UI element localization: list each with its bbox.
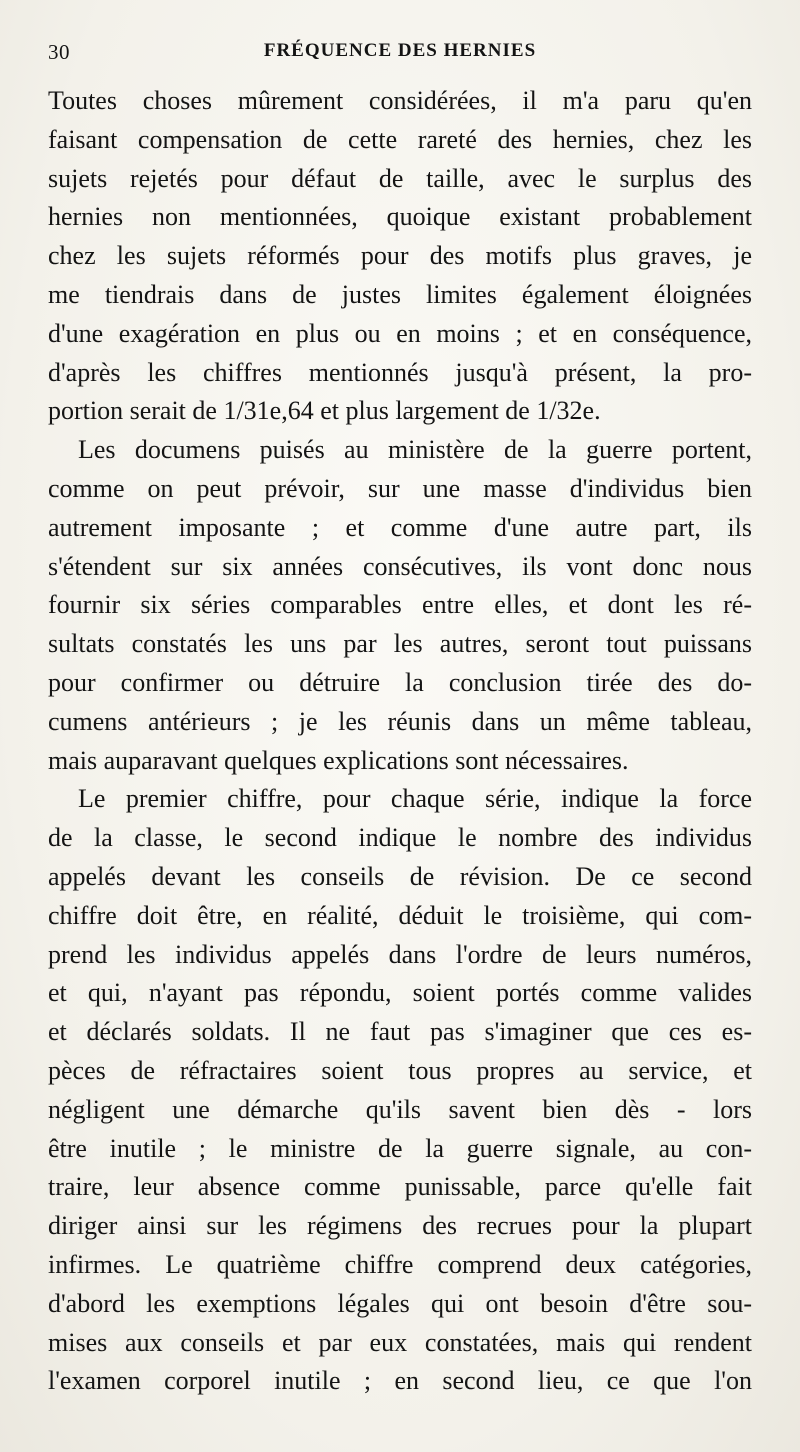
text-line: autrement imposante ; et comme d'une autre part, ils bbox=[48, 512, 752, 542]
text-line: Toutes choses mûrement considérées, il m'a paru qu'en bbox=[48, 86, 752, 115]
text-line: mises aux conseils et par eux constatées, mais qui rendent bbox=[48, 1327, 752, 1357]
text-line: Le premier chiffre, pour chaque série, indique la force bbox=[78, 784, 752, 814]
paragraph bbox=[48, 82, 752, 431]
body-text bbox=[48, 82, 752, 1401]
text-line: faisant compensation de cette rareté des hernies, chez les bbox=[48, 124, 752, 154]
text-line: cumens antérieurs ; je les réunis dans un même tableau, bbox=[48, 706, 752, 736]
text-line: d'après les chiffres mentionnés jusqu'à présent, la pro- bbox=[48, 357, 752, 387]
text-line: négligent une démarche qu'ils savent bien dès - lors bbox=[48, 1094, 752, 1124]
running-head bbox=[48, 40, 752, 70]
text-line: et qui, n'ayant pas répondu, soient portés comme valides bbox=[48, 978, 752, 1008]
paragraph bbox=[48, 431, 752, 780]
text-line: d'abord les exemptions légales qui ont besoin d'être sou- bbox=[48, 1288, 752, 1318]
text-line: comme on peut prévoir, sur une masse d'individus bien bbox=[48, 473, 752, 503]
text-line: chiffre doit être, en réalité, déduit le troisième, qui com- bbox=[48, 900, 752, 930]
running-title: FRÉQUENCE DES HERNIES bbox=[263, 40, 537, 61]
paragraph bbox=[48, 780, 752, 1401]
text-line: prend les individus appelés dans l'ordre de leurs numéros, bbox=[48, 939, 752, 969]
text-line: et déclarés soldats. Il ne faut pas s'imaginer que ces es- bbox=[48, 1017, 752, 1047]
text-line: être inutile ; le ministre de la guerre signale, au con- bbox=[48, 1133, 752, 1163]
text-line: fournir six séries comparables entre elles, et dont les ré- bbox=[48, 590, 752, 620]
text-line: mais auparavant quelques explications sont nécessaires. bbox=[48, 745, 629, 775]
text-line: pèces de réfractaires soient tous propres au service, et bbox=[48, 1055, 752, 1085]
text-line: chez les sujets réformés pour des motifs plus graves, je bbox=[48, 241, 752, 271]
text-line: sultats constatés les uns par les autres, seront tout puissans bbox=[48, 629, 752, 659]
text-line: appelés devant les conseils de révision. De ce second bbox=[48, 861, 752, 891]
text-line: portion serait de 1/31e,64 et plus largement de 1/32e. bbox=[48, 396, 601, 426]
text-line: me tiendrais dans de justes limites également éloignées bbox=[48, 279, 752, 309]
text-line: de la classe, le second indique le nombre des individus bbox=[48, 823, 752, 853]
text-line: sujets rejetés pour défaut de taille, avec le surplus des bbox=[48, 163, 752, 193]
text-line: traire, leur absence comme punissable, parce qu'elle fait bbox=[48, 1172, 752, 1202]
text-line: infirmes. Le quatrième chiffre comprend deux catégories, bbox=[48, 1249, 752, 1279]
text-line: d'une exagération en plus ou en moins ; et en conséquence, bbox=[48, 318, 752, 348]
text-line: s'étendent sur six années consécutives, ils vont donc nous bbox=[48, 551, 752, 581]
text-line: hernies non mentionnées, quoique existant probablement bbox=[48, 202, 752, 232]
text-line: pour confirmer ou détruire la conclusion tirée des do- bbox=[48, 667, 752, 697]
text-line: Les documens puisés au ministère de la guerre portent, bbox=[78, 435, 752, 465]
text-line: l'examen corporel inutile ; en second lieu, ce que l'on bbox=[48, 1366, 752, 1396]
text-line: diriger ainsi sur les régimens des recrues pour la plupart bbox=[48, 1211, 752, 1241]
page-number: 30 bbox=[48, 40, 70, 64]
